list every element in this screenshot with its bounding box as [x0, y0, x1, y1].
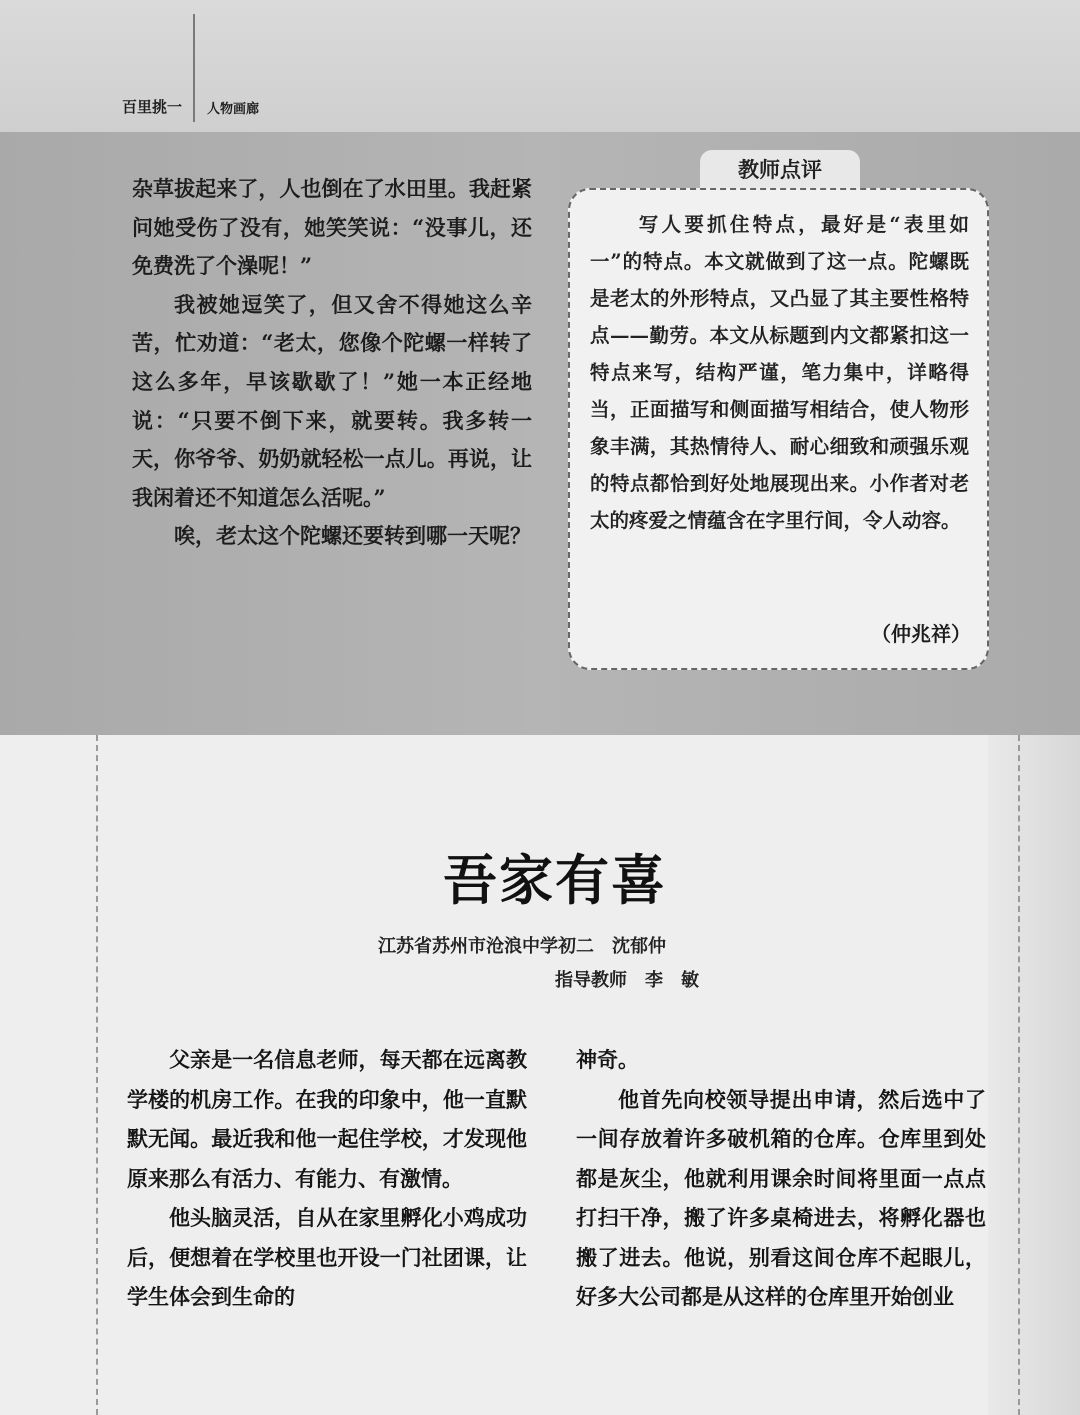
dashed-border-right — [1018, 735, 1020, 1415]
page-header — [0, 0, 1080, 132]
paragraph: 他头脑灵活，自从在家里孵化小鸡成功后，便想着在学校里也开设一门社团课，让学生体会到生命的 — [127, 1205, 527, 1309]
article-column-right — [576, 1040, 986, 1317]
column-name: 人物画廊 — [207, 102, 260, 117]
paragraph: 他首先向校领导提出申请，然后选中了一间存放着许多破机箱的仓库。仓库里到处都是灰尘，他就利用课余时间将里面一点点打扫干净，搬了许多桌椅进去，将孵化器也搬了进去。他说，别看这间仓库不起眼儿，好多大公司都是从这样的仓库里开始创业 — [576, 1086, 986, 1309]
teacher-comment-box — [568, 188, 989, 670]
teacher-comment-label: 教师点评 — [700, 150, 860, 190]
teacher-comment-signature: （仲兆祥） — [871, 622, 971, 646]
header-divider — [193, 14, 195, 122]
page-edge-shadow — [988, 735, 1080, 1415]
teacher-comment-text: 写人要抓住特点，最好是“表里如一”的特点。本文就做到了这一点。陀螺既是老太的外形特点，又凸显了其主要性格特点——勤劳。本文从标题到内文都紧扣这一特点来写，结构严谨，笔力集中，详略得当，正面描写和侧面描写相结合，使人物形象丰满，其热情待人、耐心细致和顽强乐观的特点都恰到好处地展现出来。小作者对老太的疼爱之情蕴含在字里行间，令人动容。 — [590, 213, 969, 532]
paragraph: 我被她逗笑了，但又舍不得她这么辛苦，忙劝道：“老太，您像个陀螺一样转了这么多年，早该歇歇了！”她一本正经地说：“只要不倒下来，就要转。我多转一天，你爷爷、奶奶就轻松一点儿。再说，让我闲着还不知道怎么活呢。” — [132, 291, 532, 510]
paragraph: 父亲是一名信息老师，每天都在远离教学楼的机房工作。在我的印象中，他一直默默无闻。最近我和他一起住学校，才发现他原来那么有活力、有能力、有激情。 — [127, 1047, 527, 1191]
teacher-line: 指导教师 李 敏 — [555, 970, 699, 991]
paragraph: 杂草拔起来了，人也倒在了水田里。我赶紧问她受伤了没有，她笑笑说：“没事儿，还免费洗了个澡呢！” — [132, 176, 532, 279]
paragraph: 神奇。 — [576, 1047, 639, 1072]
dashed-border-left — [96, 735, 98, 1415]
author-line: 江苏省苏州市沧浪中学初二 沈郁仲 — [378, 936, 666, 957]
section-name: 百里挑一 — [122, 98, 183, 116]
paragraph: 唉，老太这个陀螺还要转到哪一天呢？ — [174, 523, 531, 549]
previous-article-ending — [132, 170, 532, 556]
article-column-left — [127, 1040, 527, 1317]
article-title: 吾家有喜 — [443, 848, 667, 912]
